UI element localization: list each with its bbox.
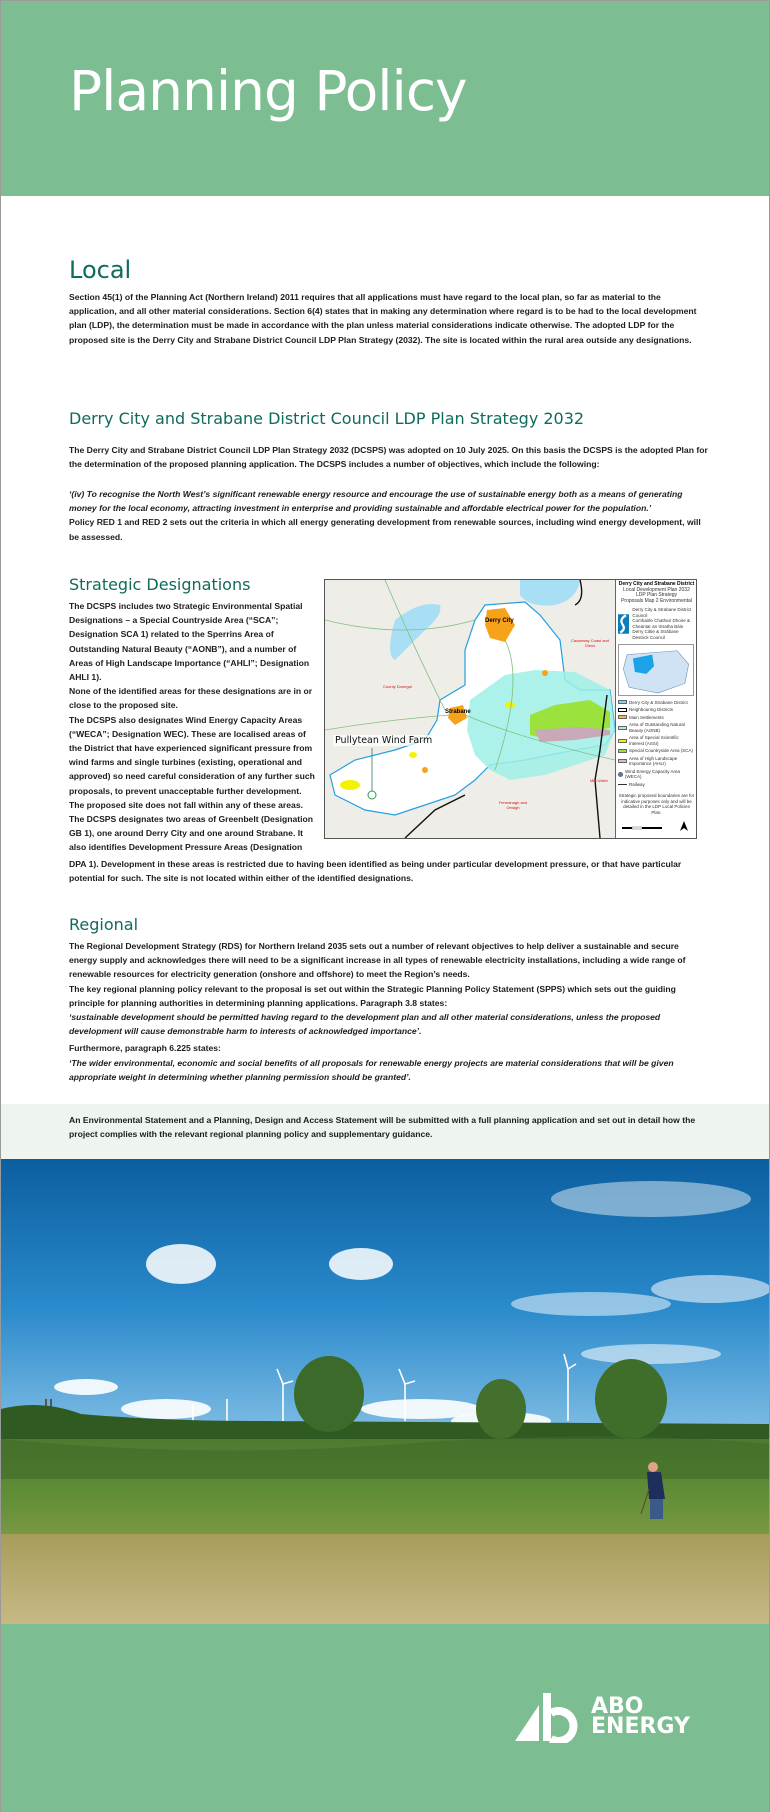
map-area [325, 580, 615, 838]
map-region-mid-ulster: Mid Ulster [590, 778, 609, 783]
legend-subtitle-3: Proposals Map 2 Environmental [621, 597, 692, 604]
legend-item [618, 748, 695, 754]
derry-heading: Derry City and Strabane District Council LDP Plan Strategy 2032 [69, 409, 585, 428]
legend-item [618, 756, 695, 767]
derry-policy: Policy RED 1 and RED 2 sets out the criteria in which all energy generating development from renewable sources, including wind energy development, will be assessed. [69, 517, 701, 542]
locator-map [618, 644, 694, 696]
legend-item [618, 722, 695, 733]
legend-swatch [618, 759, 627, 763]
legend-title: Derry City and Strabane District [618, 581, 695, 587]
strategic-heading: Strategic Designations [69, 575, 251, 594]
legend-items [618, 700, 695, 788]
map-legend [615, 580, 697, 838]
derry-quote: ‘(iv) To recognise the North West’s significant renewable energy resource and encourage the use of sustainable energy both as a means of generating money for the local economy, attracting investment in enterprise and providing sustainable and affordable electrical power for the population.’ [69, 489, 683, 514]
abo-logo-mark-icon [513, 1691, 583, 1743]
legend-swatch [618, 749, 627, 753]
legend-label: Area of Special Scientific Interest (ASSI) [629, 735, 679, 746]
legend-label: Main Settlements [629, 714, 664, 720]
council-names [632, 607, 695, 641]
legend-item [618, 715, 695, 721]
env-statement-text: An Environmental Statement and a Planning, Design and Access Statement will be submitted with a full planning application and set out in detail how the project complies with the relevant regional planning policy and supplementary guidance. [69, 1115, 696, 1140]
landscape-photo [1, 1159, 769, 1624]
map-region-donegal: County Donegal [383, 684, 412, 689]
logo-line-1: ABO [591, 1694, 644, 1719]
legend-item [618, 707, 695, 713]
legend-label: Special Countryside Area (SCA) [629, 748, 694, 753]
strategic-p2: None of the identified areas for these designations are in or close to the proposed site. [69, 686, 313, 711]
council-block [618, 607, 695, 641]
regional-body [69, 939, 709, 1084]
legend-item [618, 769, 695, 780]
map-region-fermanagh: Fermanagh and Omagh [498, 800, 528, 810]
regional-heading: Regional [69, 915, 139, 934]
legend-swatch [618, 739, 627, 743]
legend-item [618, 782, 695, 788]
council-name-en: Derry City & Strabane District Council [632, 607, 692, 618]
legend-label: Derry City & Strabane District [629, 699, 688, 705]
council-logo-icon [618, 607, 629, 641]
regional-p2: The key regional planning policy relevant to the proposal is set out within the Strategic Planning Policy Statement (SPPS) which sets out the guiding principle for planning authorities in determining planning applications. Paragraph 3.8 states: [69, 983, 676, 1008]
logo-line-2: ENERGY [591, 1714, 690, 1739]
legend-label: Neighbouring Districts [629, 707, 674, 712]
legend-note: Strategic proposed boundaries are for indicative purposes only and will be detailed in the LDP Local Policies Plan. [618, 793, 695, 815]
legend-subtitle-2: LDP Plan Strategy [635, 592, 678, 598]
strategic-p4: The proposed site does not fall within any of these areas. [69, 799, 303, 810]
legend-label: Railway [629, 781, 645, 787]
header-banner [1, 1, 769, 196]
regional-quote-2: ‘The wider environmental, economic and social benefits of all proposals for renewable energy projects are material considerations that will be given appropriate weight in determining whether planning permission should be granted’. [69, 1057, 674, 1082]
map-city-strabane: Strabane [445, 709, 471, 715]
derry-quote-block [69, 487, 709, 544]
legend-swatch [618, 708, 627, 712]
council-name-ga: Comhairle Chathair Dhoire & Cheantar an tSratha Báin [632, 618, 690, 629]
photo-scene [1, 1159, 769, 1624]
logo-wordmark [591, 1694, 690, 1739]
derry-body: The Derry City and Strabane District Council LDP Plan Strategy 2032 (DCSPS) was adopted on 10 July 2025. On this basis the DCSPS is the adopted Plan for the determination of the proposed planning application. The DCSPS includes a number of objectives, which include the following: [69, 445, 708, 470]
map-region-causeway: Causeway Coast and Glens [570, 638, 610, 648]
legend-label: Area of Outstanding Natural Beauty (AONB) [629, 722, 685, 733]
local-heading: Local [69, 256, 132, 284]
local-body: Section 45(1) of the Planning Act (Northern Ireland) 2011 requires that all applications must have regard to the local plan, so far as material to the application, and all other material considerations. Section 6(4) states that in making any determination where regard is to be had to the local development plan (LDP), the determination must be made in accordance with the plan unless material considerations indicate otherwise. The adopted LDP for the proposed site is the Derry City and Strabane District Council LDP Plan Strategy (2032). The site is located within the rural area outside any designations. [69, 292, 697, 345]
legend-swatch [618, 784, 627, 786]
strategic-p5: The DCSPS designates two areas of Greenbelt (Designation GB 1), one around Derry City and one around Strabane. It also identifies Development Pressure Areas (Designation [69, 814, 314, 853]
council-name-us: Derry Cittie & Stràbane Destrick Cooncil [632, 629, 679, 640]
legend-swatch [618, 715, 627, 719]
regional-p1: The Regional Development Strategy (RDS) for Northern Ireland 2035 sets out a number of relevant objectives to help deliver a sustainable and secure energy supply and acknowledges there will need to be a significant increase in all types of renewable electricity installations, including a wide range of renewable resources for electricity generation (onshore and offshore) to meet the Region’s needs. [69, 941, 686, 980]
abo-energy-logo [513, 1691, 690, 1743]
strategic-body [69, 599, 321, 855]
wind-farm-label: Pullytean Wind Farm [335, 735, 433, 746]
legend-swatch [618, 726, 627, 730]
regional-p3: Furthermore, paragraph 6.225 states: [69, 1043, 221, 1054]
scale-north-arrow-icon [618, 819, 694, 833]
legend-item [618, 735, 695, 746]
strategic-p3: The DCSPS also designates Wind Energy Capacity Areas (“WECA”; Designation WEC). These are localised areas of the District that have experienced significant pressure from wind farms and single turbines (existing, operational and approved) so need careful consideration of any further such proposals, to prevent unacceptable further development. [69, 714, 315, 796]
page-title: Planning Policy [69, 59, 467, 123]
legend-subtitle-1: Local Development Plan 2032 [623, 586, 690, 593]
strategic-p5-tail: DPA 1). Development in these areas is restricted due to having been identified as being under particular development pressure, or that have particular potential for such. The site is not located within either of the identified designations. [69, 859, 682, 884]
legend-swatch [618, 772, 623, 777]
strategic-p1: The DCSPS includes two Strategic Environmental Spatial Designations – a Special Countryside Area (“SCA”; Designation SCA 1) related to the Sperrins Area of Outstanding Natural Beauty (“AONB”), and a number of Areas of High Landscape Importance (“AHLI”; Designation AHLI 1). [69, 601, 310, 683]
legend-swatch [618, 700, 627, 704]
map-city-derry: Derry City [485, 618, 514, 624]
legend-item [618, 700, 695, 706]
regional-quote-1: ‘sustainable development should be permitted having regard to the development plan and all other material considerations, unless the proposed development will cause demonstrable harm to interests of acknowledged importance’. [69, 1012, 661, 1037]
proposals-map [324, 579, 697, 839]
legend-label: Area of High Landscape Importance (AHLI) [629, 755, 678, 766]
legend-label: Wind Energy Capacity Area (WECA) [625, 768, 681, 779]
